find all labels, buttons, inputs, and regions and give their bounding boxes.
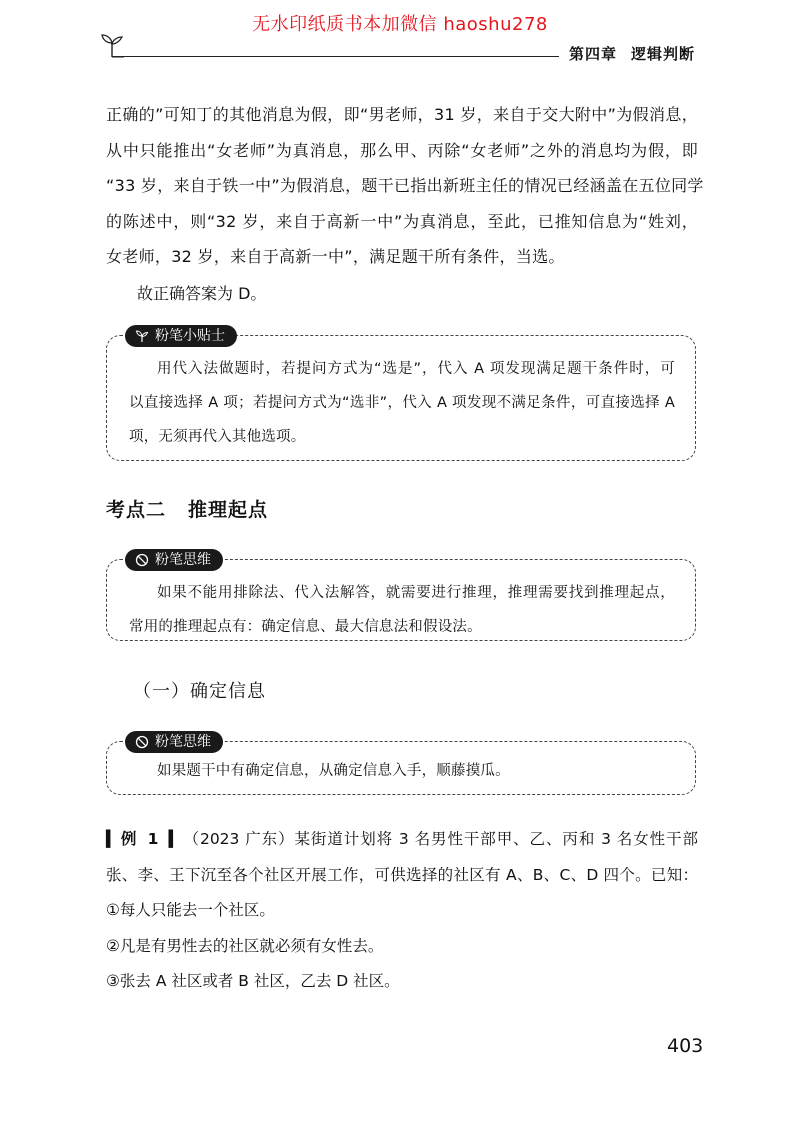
- text-line: 的陈述中，则“32 岁，来自于高新一中”为真消息，至此，已推知信息为“姓刘，: [106, 211, 698, 231]
- example-text: 张、李、王下沉至各个社区开展工作，可供选择的社区有 A、B、C、D 四个。已知：: [106, 865, 698, 884]
- page-number: 403: [667, 1035, 704, 1057]
- thinking-box: [106, 552, 696, 641]
- section-label: 考点二: [106, 499, 167, 521]
- chapter-header: [569, 43, 695, 64]
- thinking-tag: [125, 549, 223, 571]
- text-line: 从中只能推出“女老师”为真消息，那么甲、丙除“女老师”之外的消息均为假，即: [106, 140, 698, 160]
- example-marker: ▍例 1 ▍: [106, 830, 183, 848]
- chapter-number: 第四章: [568, 45, 617, 63]
- thinking-line: 如果题干中有确定信息，从确定信息入手，顺藤摸瓜。: [157, 763, 510, 779]
- tip-line: 以直接选择 A 项；若提问方式为“选非”，代入 A 项发现不满足条件，可直接选择 A: [129, 395, 675, 411]
- text-line: 正确的”可知丁的其他消息为假，即“男老师，31 岁，来自于交大附中”为假消息，: [106, 105, 698, 124]
- thinking-box: [106, 734, 696, 795]
- thinking-line: 常用的推理起点有：确定信息、最大信息法和假设法。: [129, 619, 482, 635]
- thinking-tag-label: 粉笔思维: [155, 552, 211, 568]
- tip-box: [106, 328, 696, 461]
- paragraph-solution: [106, 97, 704, 275]
- sprout-icon: [135, 329, 149, 343]
- condition-item: ③张去 A 社区或者 B 社区，乙去 D 社区。: [106, 972, 400, 990]
- tip-line: 项，无须再代入其他选项。: [129, 429, 306, 445]
- thinking-tag: [125, 731, 223, 753]
- watermark-text: 无水印纸质书本加微信 haoshu278: [252, 14, 548, 35]
- subsection-title: （一）确定信息: [133, 681, 266, 702]
- condition-item: ①每人只能去一个社区。: [106, 901, 275, 919]
- tip-tag: [125, 325, 237, 347]
- example-text: （2023 广东）某街道计划将 3 名男性干部甲、乙、丙和 3 名女性干部: [182, 830, 698, 848]
- no-entry-icon: [135, 553, 149, 567]
- section-name: 推理起点: [188, 499, 269, 521]
- tip-line: 用代入法做题时，若提问方式为“选是”，代入 A 项发现满足题干条件时，可: [157, 361, 675, 377]
- thinking-tag-label: 粉笔思维: [155, 734, 211, 750]
- condition-item: ②凡是有男性去的社区就必须有女性去。: [106, 936, 384, 955]
- example-first-line: [106, 822, 698, 858]
- thinking-line: 如果不能用排除法、代入法解答，就需要进行推理，推理需要找到推理起点，: [157, 585, 675, 601]
- sprout-icon: [100, 32, 124, 58]
- tip-tag-label: 粉笔小贴士: [155, 328, 225, 344]
- section-title: [106, 495, 268, 522]
- text-line: 女老师，32 岁，来自于高新一中”，满足题干所有条件，当选。: [106, 247, 565, 266]
- text-line: “33 岁，来自于铁一中”为假消息，题干已指出新班主任的情况已经涵盖在五位同学: [106, 176, 704, 195]
- no-entry-icon: [135, 735, 149, 749]
- chapter-title: 逻辑判断: [630, 45, 695, 63]
- answer-line: 故正确答案为 D。: [137, 284, 267, 303]
- header-rule: [112, 56, 559, 57]
- example-block: [106, 822, 698, 1000]
